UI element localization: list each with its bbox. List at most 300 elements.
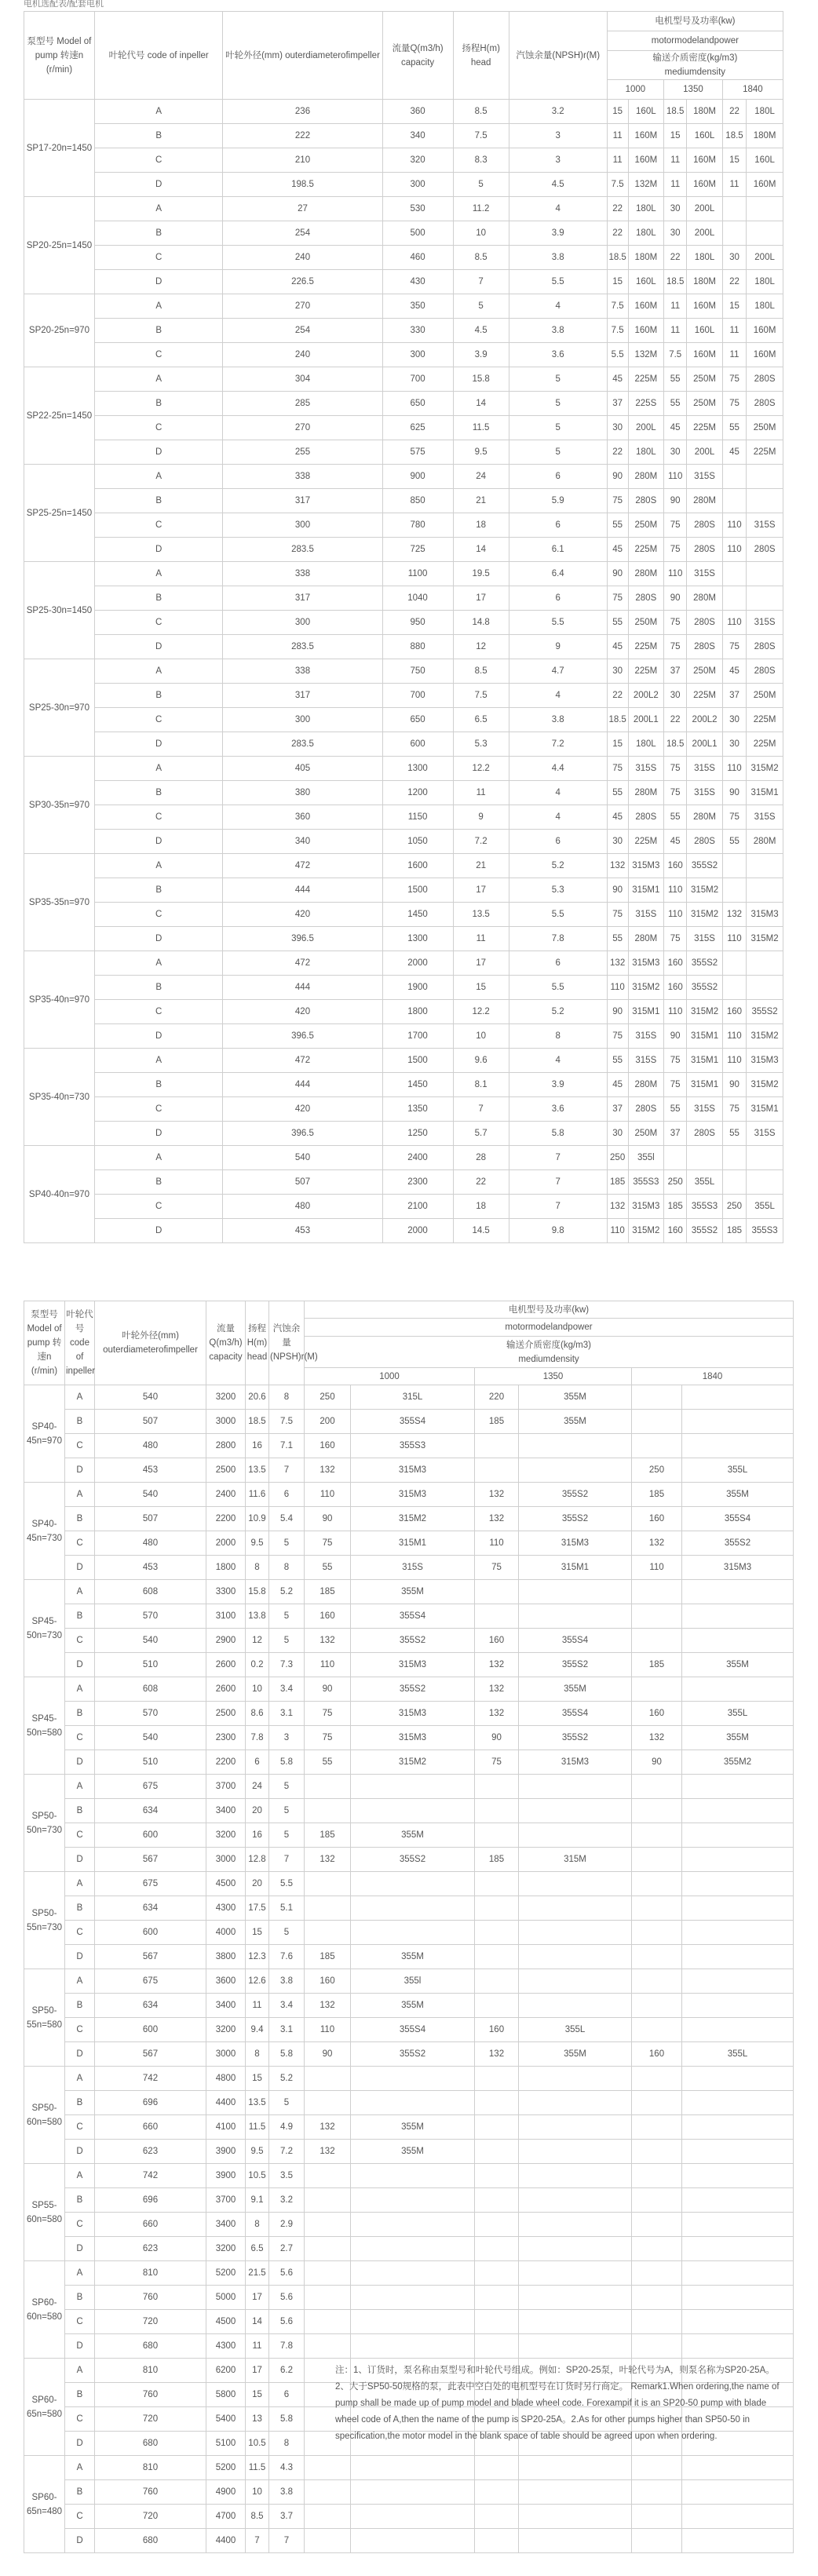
- table-cell: 185: [305, 1945, 351, 1969]
- table-row: [24, 854, 783, 878]
- table-cell: [632, 2018, 682, 2042]
- table-cell: [475, 1604, 519, 1629]
- table-cell: D: [65, 1556, 95, 1580]
- table-cell: 5: [269, 1604, 305, 1629]
- table-cell: 7: [509, 1170, 607, 1195]
- table-cell: 355S3: [351, 1434, 475, 1458]
- table-cell: 650: [382, 392, 453, 416]
- table-cell: [722, 197, 746, 221]
- table-cell: 4.9: [269, 2115, 305, 2140]
- table-cell: 567: [95, 2042, 206, 2067]
- table-cell: 18.5: [722, 124, 746, 148]
- table-cell: 315M2: [747, 757, 783, 781]
- table-cell: C: [65, 2018, 95, 2042]
- table-cell: 2200: [206, 1750, 246, 1775]
- table-row: [24, 586, 783, 611]
- table-cell: 3.1: [269, 2018, 305, 2042]
- table-cell: 315M3: [351, 1483, 475, 1507]
- table-cell: [305, 1896, 351, 1921]
- table-cell: [632, 1872, 682, 1896]
- table-cell: 540: [95, 1385, 206, 1410]
- table-cell: 132: [305, 2115, 351, 2140]
- table-cell: B: [94, 976, 222, 1000]
- table-cell: 11: [664, 319, 687, 343]
- table-cell: 110: [722, 513, 746, 538]
- table-cell: [632, 2188, 682, 2213]
- table-cell: 15: [722, 294, 746, 319]
- table-cell: 680: [95, 2432, 206, 2456]
- table-cell: 3000: [206, 2042, 246, 2067]
- table-cell: 355M: [682, 1726, 794, 1750]
- table-cell: [632, 2334, 682, 2359]
- table-cell: 680: [95, 2334, 206, 2359]
- table-cell: 90: [305, 1507, 351, 1531]
- table-cell: 8.1: [453, 1073, 509, 1097]
- table-cell: [351, 1775, 475, 1799]
- table-cell: 110: [607, 976, 628, 1000]
- table-cell: 570: [95, 1604, 206, 1629]
- table-cell: [351, 2334, 475, 2359]
- table-cell: 22: [607, 440, 628, 465]
- table-cell: 285: [223, 392, 382, 416]
- table-cell: 315S: [628, 903, 664, 927]
- table-cell: [475, 2164, 519, 2188]
- table-cell: 21: [453, 854, 509, 878]
- table-cell: [682, 2237, 794, 2261]
- table-cell: 75: [664, 781, 687, 805]
- table-cell: D: [94, 1219, 222, 1243]
- table-cell: 8: [269, 2432, 305, 2456]
- table-cell: 9.1: [246, 2188, 269, 2213]
- table-cell: 12.6: [246, 1969, 269, 1994]
- table-cell: 2200: [206, 1507, 246, 1531]
- table-cell: 110: [664, 903, 687, 927]
- table-cell: 12.2: [453, 757, 509, 781]
- table-cell: 270: [223, 416, 382, 440]
- table-cell: 315S: [628, 1049, 664, 1073]
- table-cell: 4.5: [453, 319, 509, 343]
- table-cell: [632, 2115, 682, 2140]
- table-cell: B: [94, 878, 222, 903]
- table-cell: 675: [95, 1969, 206, 1994]
- table-cell: [632, 1945, 682, 1969]
- table-cell: 880: [382, 635, 453, 659]
- table-cell: 4: [509, 781, 607, 805]
- table-cell: 75: [305, 1726, 351, 1750]
- table-cell: [475, 1994, 519, 2018]
- table-cell: 280S: [687, 611, 723, 635]
- table-row: [24, 489, 783, 513]
- table-cell: 9: [453, 805, 509, 830]
- table-cell: 185: [664, 1195, 687, 1219]
- table-cell: 315M1: [687, 1024, 723, 1049]
- table-cell: 160: [632, 1507, 682, 1531]
- table-cell: 110: [305, 1483, 351, 1507]
- table-cell: [722, 489, 746, 513]
- header2-motor-en: motormodelandpower: [305, 1319, 794, 1337]
- table-cell: [632, 2480, 682, 2505]
- table-cell: 355S2: [351, 1629, 475, 1653]
- table-cell: 280M: [687, 586, 723, 611]
- table-cell: 160L: [687, 319, 723, 343]
- table-cell: 18.5: [664, 732, 687, 757]
- table-cell: 1150: [382, 805, 453, 830]
- table-cell: 280M: [687, 805, 723, 830]
- table-cell: 254: [223, 319, 382, 343]
- table-cell: 355S2: [351, 2042, 475, 2067]
- table-row: [24, 1872, 794, 1896]
- table-cell: [305, 2188, 351, 2213]
- table-cell: 132: [607, 1195, 628, 1219]
- table-cell: 634: [95, 1994, 206, 2018]
- table-cell: 507: [95, 1410, 206, 1434]
- table-cell: 250: [305, 1385, 351, 1410]
- table-cell: 300: [223, 708, 382, 732]
- table-row: [24, 2067, 794, 2091]
- table-cell: 75: [722, 635, 746, 659]
- table-cell: 5.6: [269, 2261, 305, 2286]
- table-cell: 180L: [628, 732, 664, 757]
- table-cell: 1350: [382, 1097, 453, 1122]
- table-cell: 28: [453, 1146, 509, 1170]
- table-cell: [682, 1823, 794, 1848]
- table-cell: 315M3: [747, 1049, 783, 1073]
- table-cell: 355S2: [519, 1507, 632, 1531]
- table-cell: 500: [382, 221, 453, 246]
- table-cell: 160M: [628, 124, 664, 148]
- table-cell: 55: [722, 416, 746, 440]
- table-cell: 355L: [519, 2018, 632, 2042]
- table-cell: B: [65, 1702, 95, 1726]
- table-cell: [682, 1385, 794, 1410]
- table-cell: [722, 854, 746, 878]
- table-cell: 14: [246, 2310, 269, 2334]
- table-cell: 3: [509, 148, 607, 173]
- table-cell: [747, 951, 783, 976]
- table-cell: 355S3: [747, 1219, 783, 1243]
- table-cell: 6: [509, 951, 607, 976]
- header2-head: 扬程H(m) head: [246, 1301, 269, 1385]
- table-cell: 4300: [206, 2334, 246, 2359]
- table-cell: [687, 1146, 723, 1170]
- table-cell: [682, 2213, 794, 2237]
- table-cell: 507: [95, 1507, 206, 1531]
- table-cell: 6: [269, 2383, 305, 2407]
- table-cell: A: [94, 951, 222, 976]
- table-cell: 315M3: [351, 1702, 475, 1726]
- table-cell: 180M: [628, 246, 664, 270]
- table-cell: 132: [475, 1702, 519, 1726]
- table-cell: [682, 1921, 794, 1945]
- table-cell: 200L: [687, 197, 723, 221]
- header2-medium: [305, 1337, 794, 1368]
- table-cell: 185: [475, 1410, 519, 1434]
- table-row: [24, 732, 783, 757]
- table-cell: 7.5: [607, 294, 628, 319]
- table-row: [24, 2115, 794, 2140]
- table-cell: [632, 1434, 682, 1458]
- table-cell: 7.6: [269, 1945, 305, 1969]
- table-cell: 3.4: [269, 1677, 305, 1702]
- table-cell: 315M3: [351, 1653, 475, 1677]
- table-cell: 304: [223, 367, 382, 392]
- table-row: [24, 1556, 794, 1580]
- table-row: [24, 1170, 783, 1195]
- table-cell: 75: [664, 757, 687, 781]
- table-cell: 7.2: [453, 830, 509, 854]
- table-row: [24, 2310, 794, 2334]
- table-cell: 5.2: [509, 1000, 607, 1024]
- table-cell: 110: [722, 1024, 746, 1049]
- table-cell: 10.5: [246, 2164, 269, 2188]
- table-cell: [682, 1775, 794, 1799]
- table-cell: 355S2: [351, 1677, 475, 1702]
- table-cell: 75: [664, 611, 687, 635]
- table-cell: 742: [95, 2164, 206, 2188]
- table-cell: 7: [269, 2529, 305, 2553]
- table-cell: 13: [246, 2407, 269, 2432]
- table-cell: [519, 1799, 632, 1823]
- table-cell: 185: [632, 1653, 682, 1677]
- table-cell: 567: [95, 1945, 206, 1969]
- table-cell: A: [94, 562, 222, 586]
- table-cell: [632, 1629, 682, 1653]
- table-row: [24, 951, 783, 976]
- table-cell: 1800: [206, 1556, 246, 1580]
- table-cell: 4700: [206, 2505, 246, 2529]
- table-cell: 6: [269, 1483, 305, 1507]
- table-cell: [632, 2213, 682, 2237]
- table-cell: 21.5: [246, 2261, 269, 2286]
- table-cell: 6: [246, 1750, 269, 1775]
- header-density-1840: 1840: [722, 80, 783, 100]
- table-cell: 45: [607, 367, 628, 392]
- pump-model: SP35-40n=970: [24, 951, 95, 1049]
- table-cell: 530: [382, 197, 453, 221]
- table-cell: 110: [475, 1531, 519, 1556]
- table-cell: 355M2: [682, 1750, 794, 1775]
- table-cell: [305, 2334, 351, 2359]
- table-cell: 13.5: [246, 1458, 269, 1483]
- table-cell: 315L: [351, 1385, 475, 1410]
- table-cell: [632, 2286, 682, 2310]
- table-cell: 5.5: [607, 343, 628, 367]
- table-cell: 3.8: [269, 1969, 305, 1994]
- table-cell: 4.4: [509, 757, 607, 781]
- table-cell: 6: [509, 465, 607, 489]
- table-cell: 3.4: [269, 1994, 305, 2018]
- table-cell: 160M: [747, 343, 783, 367]
- table-cell: D: [65, 1458, 95, 1483]
- table-cell: 17: [453, 586, 509, 611]
- table-cell: A: [94, 367, 222, 392]
- table-cell: 110: [664, 878, 687, 903]
- table-cell: D: [94, 927, 222, 951]
- table-cell: 453: [223, 1219, 382, 1243]
- table-cell: [747, 854, 783, 878]
- pump-model: SP50-55n=580: [24, 1969, 65, 2067]
- table-cell: 2400: [206, 1483, 246, 1507]
- table-cell: [747, 1170, 783, 1195]
- table-cell: 540: [223, 1146, 382, 1170]
- table-row: [24, 1945, 794, 1969]
- table-cell: [632, 2164, 682, 2188]
- table-cell: 355S2: [682, 1531, 794, 1556]
- table-cell: 300: [382, 343, 453, 367]
- table-cell: [305, 2213, 351, 2237]
- table-cell: 14: [453, 392, 509, 416]
- pump-model: SP60-60n=580: [24, 2261, 65, 2359]
- table-cell: 132M: [628, 173, 664, 197]
- table-cell: B: [94, 221, 222, 246]
- table-cell: 160: [305, 1434, 351, 1458]
- table-cell: 11: [453, 927, 509, 951]
- table-cell: 7.5: [269, 1410, 305, 1434]
- table-cell: [632, 2091, 682, 2115]
- pump-model: SP17-20n=1450: [24, 100, 95, 197]
- table-cell: 780: [382, 513, 453, 538]
- pump-model: SP35-40n=730: [24, 1049, 95, 1146]
- table-cell: 10: [246, 2480, 269, 2505]
- table-cell: [632, 2140, 682, 2164]
- table-cell: [682, 2140, 794, 2164]
- table-cell: C: [94, 903, 222, 927]
- table-cell: 2500: [206, 1458, 246, 1483]
- table-cell: 3.8: [269, 2480, 305, 2505]
- table-cell: 15.8: [453, 367, 509, 392]
- table-cell: 7.8: [246, 1726, 269, 1750]
- table-cell: 8.5: [453, 246, 509, 270]
- table-cell: 8: [246, 1556, 269, 1580]
- table-row: [24, 781, 783, 805]
- table-cell: [632, 2456, 682, 2480]
- header-npsh: 汽蚀余量(NPSH)r(M): [509, 12, 607, 100]
- table-cell: [519, 1823, 632, 1848]
- table-cell: 355S2: [687, 1219, 723, 1243]
- table-cell: 55: [607, 611, 628, 635]
- table-cell: 380: [223, 781, 382, 805]
- table-cell: 7: [269, 1848, 305, 1872]
- table-cell: 185: [305, 1823, 351, 1848]
- table-cell: 315M2: [747, 927, 783, 951]
- header-density-1350: 1350: [664, 80, 723, 100]
- table-cell: 355M: [519, 2042, 632, 2067]
- table-cell: C: [94, 1195, 222, 1219]
- table-cell: 315M1: [687, 1073, 723, 1097]
- pump-model: SP50-50n=730: [24, 1775, 65, 1872]
- table-cell: 200L: [687, 440, 723, 465]
- table-cell: 13.5: [453, 903, 509, 927]
- table-cell: 700: [382, 367, 453, 392]
- table-cell: [682, 2310, 794, 2334]
- table-cell: 30: [722, 732, 746, 757]
- table-cell: 355S4: [351, 1410, 475, 1434]
- table-cell: 444: [223, 976, 382, 1000]
- table-cell: [519, 2091, 632, 2115]
- table-cell: 1300: [382, 927, 453, 951]
- table-cell: 5800: [206, 2383, 246, 2407]
- table-cell: B: [65, 2383, 95, 2407]
- pump-model: SP20-25n=970: [24, 294, 95, 367]
- table-cell: 180L: [628, 440, 664, 465]
- table-cell: 37: [664, 659, 687, 684]
- table-cell: [351, 1921, 475, 1945]
- table-cell: [351, 2164, 475, 2188]
- table-cell: 315M3: [628, 854, 664, 878]
- table-cell: 10: [246, 1677, 269, 1702]
- table-cell: 420: [223, 1000, 382, 1024]
- table-cell: 90: [475, 1726, 519, 1750]
- table-cell: 240: [223, 343, 382, 367]
- table-cell: 6.1: [509, 538, 607, 562]
- table-cell: 90: [305, 1677, 351, 1702]
- table-cell: D: [65, 2432, 95, 2456]
- table-cell: 45: [607, 538, 628, 562]
- table-cell: 132: [475, 1507, 519, 1531]
- table-cell: 760: [95, 2480, 206, 2505]
- table-cell: 4300: [206, 1896, 246, 1921]
- table-row: [24, 976, 783, 1000]
- table-cell: 180M: [747, 124, 783, 148]
- table-cell: 160: [475, 1629, 519, 1653]
- table-cell: 280S: [747, 367, 783, 392]
- table-cell: 340: [223, 830, 382, 854]
- table-cell: 132M: [628, 343, 664, 367]
- table-cell: 280S: [628, 805, 664, 830]
- table-cell: 540: [95, 1726, 206, 1750]
- table-cell: 8: [269, 1556, 305, 1580]
- table-cell: 315M: [519, 1848, 632, 1872]
- table-cell: 355M: [519, 1677, 632, 1702]
- table-cell: 453: [95, 1556, 206, 1580]
- table-cell: 315S: [747, 611, 783, 635]
- table-cell: 315S: [687, 1097, 723, 1122]
- table-row: [24, 1775, 794, 1799]
- table-row: [24, 927, 783, 951]
- table-cell: 280M: [687, 489, 723, 513]
- table-cell: 180L: [628, 221, 664, 246]
- table-cell: C: [94, 416, 222, 440]
- header2-npsh: 汽蚀余量(NPSH)r(M): [269, 1301, 305, 1385]
- table-cell: A: [65, 1385, 95, 1410]
- table-cell: [475, 2237, 519, 2261]
- table-row: [24, 1483, 794, 1507]
- table-cell: 180L: [687, 246, 723, 270]
- table-cell: 300: [382, 173, 453, 197]
- page-caption: 电机选配表/配套电机: [24, 0, 104, 9]
- table-cell: 510: [95, 1653, 206, 1677]
- table-cell: [519, 2164, 632, 2188]
- table-cell: 18: [453, 513, 509, 538]
- table-cell: 7.1: [269, 1434, 305, 1458]
- table-cell: C: [94, 246, 222, 270]
- table-cell: 200L2: [687, 708, 723, 732]
- table-cell: 480: [95, 1531, 206, 1556]
- table-cell: [682, 1604, 794, 1629]
- table-cell: 315M3: [682, 1556, 794, 1580]
- table-cell: 355M: [351, 1945, 475, 1969]
- pump-model: SP45-50n=730: [24, 1580, 65, 1677]
- header2-motor-cn: 电机型号及功率(kw): [305, 1301, 794, 1319]
- table-row: [24, 513, 783, 538]
- table-cell: 2900: [206, 1629, 246, 1653]
- table-cell: 600: [95, 1823, 206, 1848]
- table-cell: 200: [305, 1410, 351, 1434]
- table-cell: [682, 1848, 794, 1872]
- table-cell: 14: [453, 538, 509, 562]
- header2-medium-en: mediumdensity: [518, 1354, 579, 1364]
- table-cell: [351, 2505, 475, 2529]
